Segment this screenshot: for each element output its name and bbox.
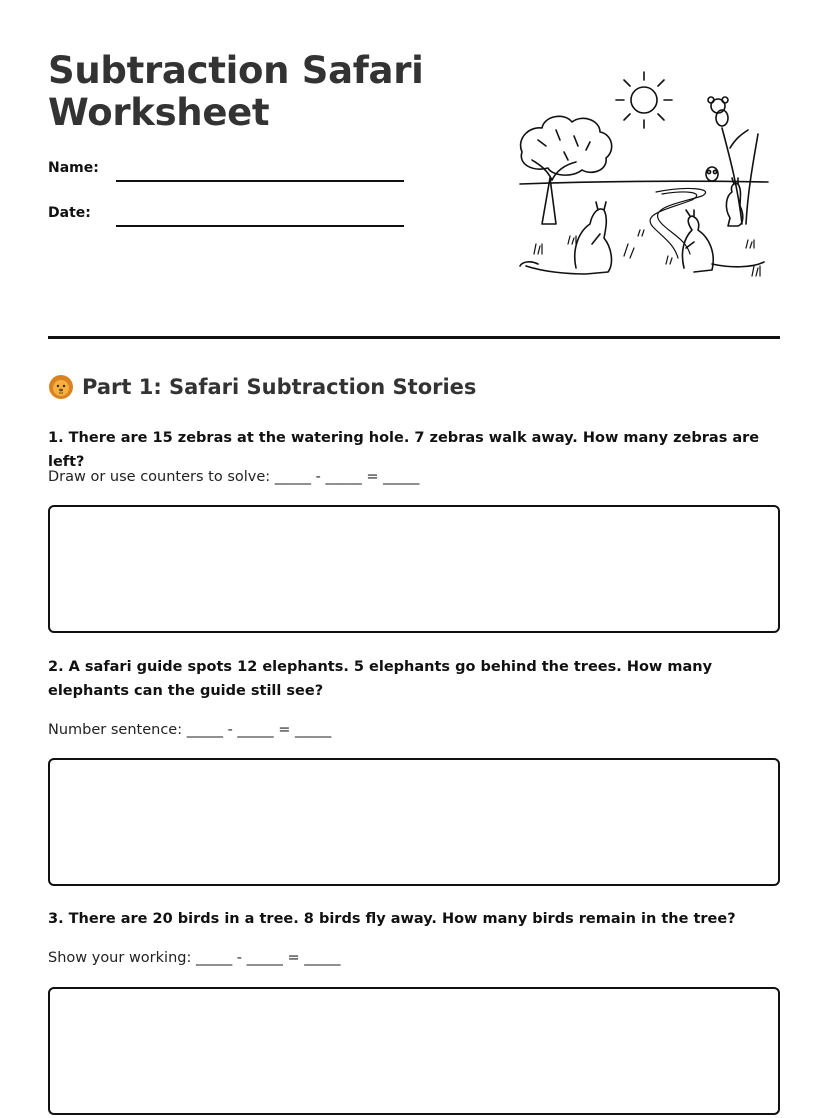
owl-icon xyxy=(706,167,718,181)
sun-icon xyxy=(616,72,672,128)
question-3-answer-box[interactable] xyxy=(48,987,780,1115)
question-1-answer-box[interactable] xyxy=(48,505,780,633)
worksheet-title: Subtraction Safari Worksheet xyxy=(48,49,424,134)
question-3: 3. There are 20 birds in a tree. 8 birds fly away. How many birds remain in the tree? xyxy=(48,911,736,927)
date-label: Date: xyxy=(48,205,91,221)
part1-heading-text: Part 1: Safari Subtraction Stories xyxy=(82,375,477,399)
question-1: 1. There are 15 zebras at the watering hole. 7 zebras walk away. How many zebras are left? xyxy=(48,430,760,470)
lion-face-icon xyxy=(48,374,74,400)
question-3-prompt: Show your working: _____ - _____ = _____ xyxy=(48,950,341,966)
right-kangaroo-icon xyxy=(682,210,764,272)
question-2: 2. A safari guide spots 12 elephants. 5 elephants go behind the trees. How many elephants can the guide still see? xyxy=(48,659,713,699)
name-label: Name: xyxy=(48,160,99,176)
name-field[interactable] xyxy=(116,180,404,182)
date-field[interactable] xyxy=(116,225,404,227)
horizon-line xyxy=(520,181,768,184)
small-kangaroo-icon xyxy=(726,178,742,226)
question-2-prompt: Number sentence: _____ - _____ = _____ xyxy=(48,722,332,738)
header-divider xyxy=(48,336,780,339)
part1-heading xyxy=(48,374,476,400)
question-1-prompt: Draw or use counters to solve: _____ - _____ = _____ xyxy=(48,469,420,485)
koala-icon xyxy=(708,97,728,126)
safari-scene-illustration xyxy=(516,68,772,282)
left-kangaroo-icon xyxy=(520,202,611,274)
question-2-answer-box[interactable] xyxy=(48,758,780,886)
